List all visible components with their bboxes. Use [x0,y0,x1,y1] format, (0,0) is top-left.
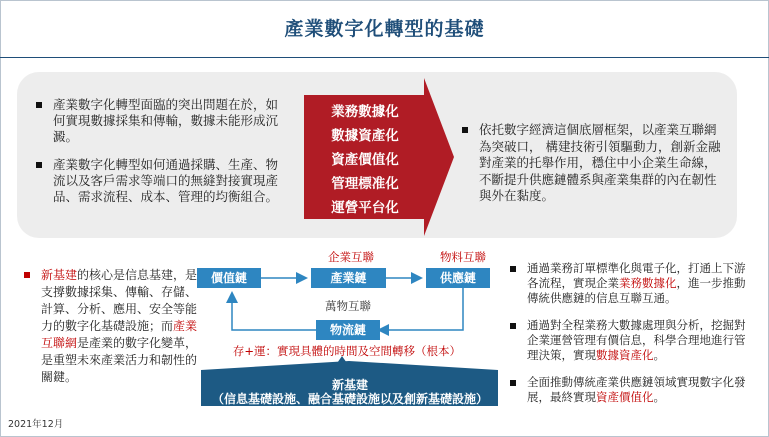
arrow-supply-to-logistics [380,288,463,330]
base-title: 新基建 [331,378,368,392]
bullet-text: 依托數字經濟這個底層框架，以產業互聯網為突破口， 構建技術引領驅動力，創新金融對產業的托舉作用，穩住中小企業生命線，不斷提升供應鏈體系與產業集群的內在韌性與外在黏度。 [479,122,721,203]
bullet-square-icon [510,266,516,272]
box-supply-chain: 供應鏈 [426,268,490,288]
bullet-text: ，進一步推動傳統供應鏈的信息互聯互通。 [527,276,746,305]
bullet-text: 全面推動傳統產業供應鏈領域實現數字化發展，最終實現 [527,375,746,404]
bullet-square-icon [510,380,516,386]
bullet-text: 。 [653,390,665,404]
arrow-item: 運營平台化 [331,200,399,216]
page-title: 產業數字化轉型的基礎 [284,18,485,40]
arrow-item: 數據資產化 [331,128,399,144]
new-infra-term: 新基建 [41,268,78,282]
bullet-highlight: 資產價值化 [596,390,654,404]
bullet-highlight: 業務數據化 [619,276,677,290]
bullet-square-icon [510,323,516,329]
label-enterprise: 企業互聯 [328,250,374,264]
transport-note: 存+運：實現具體的時間及空間轉移（根本） [232,344,462,358]
new-infra-base [201,378,499,406]
bullet-text: 產業數字化轉型如何通過採購、生產、物流以及客戶需求等端口的無縫對接實現產品、需求流程、成本、管理的均衡組合。 [53,157,279,204]
box-logistics-chain: 物流鏈 [316,320,380,340]
bullet-item [510,261,756,306]
label-material: 物料互聯 [440,250,486,264]
bullet-text: 的核心是信息基建，是支撐數據採集、傳輸、存儲、計算、分析、應用、安全等能力的數字化基礎設施；而 [41,268,198,333]
label-iot: 萬物互聯 [325,299,371,313]
bullet-item [510,375,756,405]
box-industry-chain: 產業鏈 [311,268,386,288]
industrial-internet-term: 產業互聯網 [41,319,198,350]
bullet-text: 是產業的數字化變革，是重塑未來產業活力和韌性的關鍵。 [41,336,198,384]
bullet-text: 通過業務訂單標準化與電子化，打通上下游各流程，實現企業 [527,261,746,290]
bullet-text: 產業數字化轉型面臨的突出問題在於，如何實現數據採集和傳輸，數據未能形成沉澱。 [53,97,279,144]
date-label: 2021年12月 [8,419,64,430]
arrow-item: 管理標准化 [331,176,399,192]
arrow-item: 業務數據化 [331,104,399,120]
bullet-text: 。 [653,348,665,362]
arrow-logistics-to-value [232,294,316,330]
base-subtitle: （信息基礎設施、融合基礎設施以及創新基礎設施） [211,392,488,406]
arrow-item: 資產價值化 [331,152,399,168]
box-value-chain: 價值鏈 [197,268,261,288]
bottom-right-bullets [510,261,756,417]
bullet-highlight: 數據資產化 [596,348,654,362]
bullet-text: 通過對全程業務大數據處理與分析，挖掘對企業運營管理有價信息，科學合理地進行管理決策，實現 [527,318,746,362]
bullet-item [510,318,756,363]
